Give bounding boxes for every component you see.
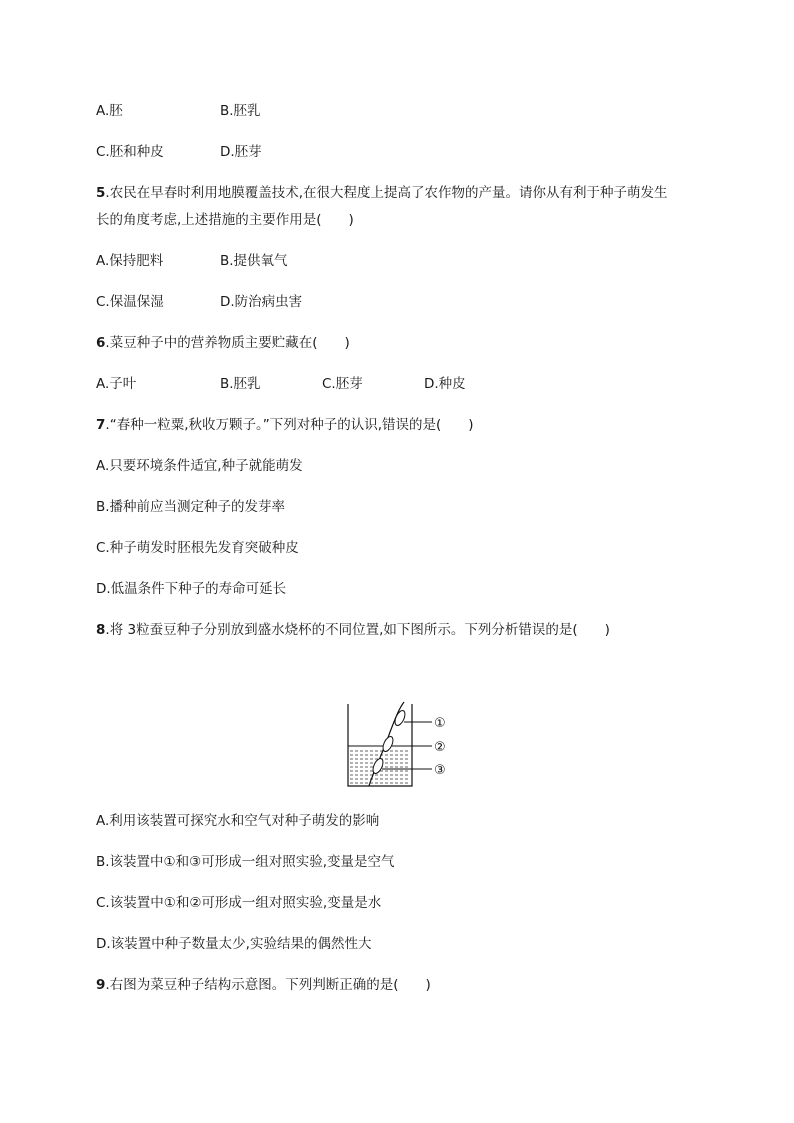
q6-option-c: C.胚芽 [322, 376, 363, 392]
q4-option-c: C.胚和种皮 [96, 144, 164, 160]
q9-text: .右图为菜豆种子结构示意图。下列判断正确的是( ) [105, 977, 431, 993]
q5-text-1: .农民在早春时利用地膜覆盖技术,在很大程度上提高了农作物的产量。请你从有利于种子萌发生 [105, 185, 668, 201]
beaker-seed-diagram [340, 700, 460, 792]
q8-stem [96, 620, 610, 640]
q7-text: .“春种一粒粟,秋收万颗子。”下列对种子的认识,错误的是( ) [105, 417, 474, 433]
q6-number: 6 [96, 335, 106, 351]
q4-option-b: B.胚乳 [220, 103, 261, 119]
q5-option-d: D.防治病虫害 [220, 294, 303, 310]
figure-label-1: ① [434, 716, 446, 731]
q5-option-a: A.保持肥料 [96, 253, 164, 269]
q9-number: 9 [96, 977, 106, 993]
q7-option-d: D.低温条件下种子的寿命可延长 [96, 581, 287, 597]
q4-option-d: D.胚芽 [220, 144, 262, 160]
q7-option-b: B.播种前应当测定种子的发芽率 [96, 499, 286, 515]
q8-number: 8 [96, 622, 106, 638]
q5-stem-line1 [96, 183, 668, 203]
figure-label-2: ② [434, 740, 446, 755]
q6-option-b: B.胚乳 [220, 376, 261, 392]
q6-option-d: D.种皮 [424, 376, 466, 392]
seed-3 [371, 757, 385, 775]
q8-option-d: D.该装置中种子数量太少,实验结果的偶然性大 [96, 936, 372, 952]
q6-stem [96, 333, 350, 353]
q8-option-b: B.该装置中①和③可形成一组对照实验,变量是空气 [96, 854, 395, 870]
q5-option-b: B.提供氧气 [220, 253, 288, 269]
q6-text: .菜豆种子中的营养物质主要贮藏在( ) [105, 335, 350, 351]
q7-stem [96, 415, 474, 435]
q8-option-c: C.该装置中①和②可形成一组对照实验,变量是水 [96, 895, 382, 911]
q8-text: .将 3粒蚕豆种子分别放到盛水烧杯的不同位置,如下图所示。下列分析错误的是( ) [105, 622, 610, 638]
q6-option-a: A.子叶 [96, 376, 137, 392]
q5-option-c: C.保温保湿 [96, 294, 164, 310]
q9-stem [96, 975, 431, 995]
figure-label-3: ③ [434, 763, 446, 778]
q5-stem-line2: 长的角度考虑,上述措施的主要作用是( ) [96, 212, 354, 228]
seed-2 [381, 735, 395, 753]
q4-option-a: A.胚 [96, 103, 123, 119]
q5-number: 5 [96, 185, 106, 201]
q8-option-a: A.利用该装置可探究水和空气对种子萌发的影响 [96, 813, 380, 829]
q7-option-a: A.只要环境条件适宜,种子就能萌发 [96, 458, 303, 474]
q7-option-c: C.种子萌发时胚根先发育突破种皮 [96, 540, 299, 556]
q7-number: 7 [96, 417, 106, 433]
